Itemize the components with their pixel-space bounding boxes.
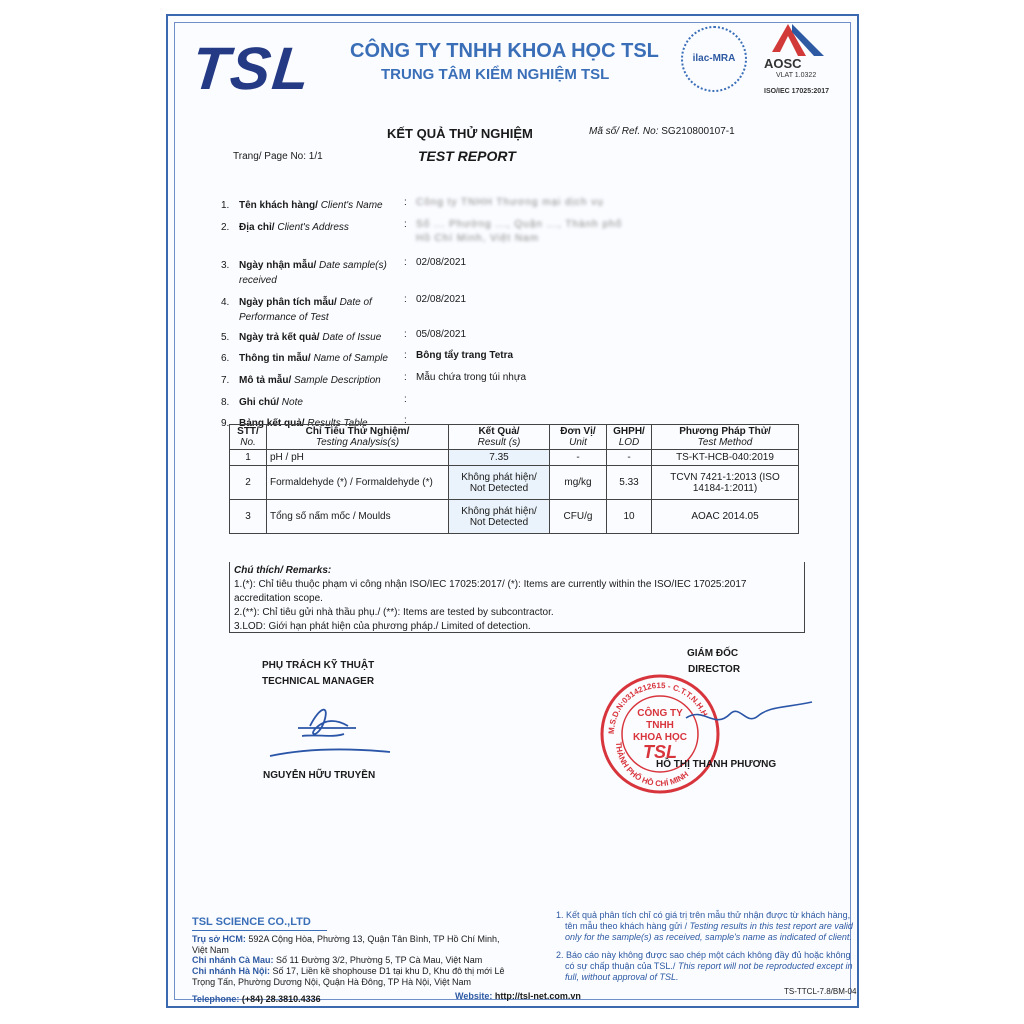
remarks-box (229, 562, 805, 633)
field-label: Bảng kết quả/ Results Table (239, 418, 368, 429)
field-colon: : (404, 372, 407, 383)
remark-3: 3.LOD: Giới hạn phát hiện của phương pháp./ Limited of detection. (234, 621, 531, 632)
footer-hanoi-2: Trọng Tấn, Phường Dương Nội, Quận Hà Đông, TP Hà Nội, Việt Nam (192, 977, 471, 987)
page-number: Trang/ Page No: 1/1 (233, 151, 323, 162)
field-label: Mô tả mẫu/ Sample Description (239, 375, 381, 386)
table-row: 3 Tổng số nấm mốc / Moulds Không phát hiện/ Not Detected CFU/g 10 AOAC 2014.05 (230, 500, 799, 534)
table-row: 2 Formaldehyde (*) / Formaldehyde (*) Không phát hiện/ Not Detected mg/kg 5.33 TCVN 7421-1:2013 (ISO 14184-1:2011) (230, 466, 799, 500)
field-number: 3. (221, 260, 230, 271)
field-value: Công ty TNHH Thương mại dịch vụ (416, 197, 604, 208)
field-label: Thông tin mẫu/ Name of Sample (239, 353, 388, 364)
iso-label: ISO/IEC 17025:2017 (764, 88, 829, 95)
field-colon: : (404, 257, 407, 268)
field-colon: : (404, 394, 407, 405)
footer-phone: Telephone: (+84) 28.3810.4336 (192, 994, 321, 1004)
field-colon: : (404, 197, 407, 208)
ilac-mra-logo: ilac-MRA (681, 26, 747, 92)
remark-2: 2.(**): Chỉ tiêu gửi nhà thầu phụ./ (**): Items are tested by subcontractor. (234, 607, 554, 618)
field-colon: : (404, 329, 407, 340)
field-label: Địa chỉ/ Client's Address (239, 222, 349, 233)
field-value: 02/08/2021 (416, 294, 467, 305)
field-colon: : (404, 350, 407, 361)
director-title-en: DIRECTOR (688, 664, 741, 675)
field-value: 05/08/2021 (416, 329, 467, 340)
table-header-row (230, 425, 799, 450)
svg-text:M.S.D.N:0314212615 - C.T.T.N.H: M.S.D.N:0314212615 - C.T.T.N.H.H (606, 680, 710, 735)
field-number: 7. (221, 375, 230, 386)
field-number: 2. (221, 222, 230, 233)
field-number: 8. (221, 397, 230, 408)
field-value: Bông tẩy trang Tetra (416, 350, 514, 361)
field-number: 9. (221, 418, 230, 429)
col-header-no: STT/ No. (230, 425, 267, 450)
tech-manager-name: NGUYỄN HỮU TRUYỀN (263, 770, 376, 781)
field-label: Ngày nhận mẫu/ Date sample(s) (239, 260, 387, 271)
field-colon: : (404, 415, 407, 426)
col-header-method: Phương Pháp Thử/ Test Method (652, 425, 799, 450)
director-signature (684, 696, 814, 736)
remark-1b: accreditation scope. (234, 593, 323, 604)
remark-1: 1.(*): Chỉ tiêu thuộc phạm vi công nhận ISO/IEC 17025:2017/ (*): Items are currently within the ISO/IEC 17025:2017 (234, 579, 747, 590)
ref-number: Mã số/ Ref. No: SG210800107-1 (589, 126, 735, 137)
footer-hanoi: Chi nhánh Hà Nội: Số 17, Liền kề shophouse D1 tại khu D, Khu đô thị mới Lê (192, 966, 505, 976)
footer-note-2c: full, without approval of TSL. (565, 972, 679, 982)
form-code: TS-TTCL-7.8/BM-04 (784, 987, 857, 996)
tech-manager-signature (268, 698, 393, 760)
aosc-text: AOSC (764, 56, 802, 71)
vlat-code: VLAT 1.0322 (776, 72, 817, 79)
svg-text:CÔNG TY: CÔNG TY (637, 708, 683, 719)
footer-company: TSL SCIENCE CO.,LTD (192, 916, 311, 928)
field-value: Số ... Phường ..., Quận ..., Thành phố (416, 219, 623, 230)
director-name: HỒ THỊ THANH PHƯƠNG (656, 759, 777, 770)
field-label: Ngày phân tích mẫu/ Date of (239, 297, 372, 308)
field-colon: : (404, 294, 407, 305)
field-number: 4. (221, 297, 230, 308)
field-label-cont: Performance of Test (239, 312, 329, 323)
col-header-unit: Đơn Vị/ Unit (550, 425, 607, 450)
footer-note-1: 1. Kết quả phân tích chỉ có giá trị trên mẫu thử nhận được từ khách hàng, (556, 910, 851, 920)
company-name: CÔNG TY TNHH KHOA HỌC TSL (350, 40, 659, 62)
field-label: Ngày trả kết quả/ Date of Issue (239, 332, 382, 343)
field-value: Mẫu chứa trong túi nhựa (416, 372, 527, 383)
report-title-en: TEST REPORT (418, 148, 516, 164)
footer-note-1b: tên mẫu theo khách hàng gửi / Testing results in this test report are valid (565, 921, 853, 931)
tech-manager-title-vn: PHỤ TRÁCH KỸ THUẬT (262, 660, 375, 671)
footer-hq: Trụ sở HCM: 592A Cộng Hòa, Phường 13, Quận Tân Bình, TP Hồ Chí Minh, (192, 934, 500, 944)
col-header-lod: GHPH/ LOD (607, 425, 652, 450)
svg-text:TNHH: TNHH (646, 720, 674, 731)
col-header-result: Kết Quả/ Result (s) (449, 425, 550, 450)
footer-camau: Chi nhánh Cà Mau: Số 11 Đường 3/2, Phường 5, TP Cà Mau, Việt Nam (192, 955, 483, 965)
col-header-analysis: Chỉ Tiêu Thử Nghiệm/ Testing Analysis(s) (267, 425, 449, 450)
remarks-title: Chú thích/ Remarks: (234, 565, 332, 576)
results-table (229, 424, 799, 534)
footer-hq-2: Việt Nam (192, 945, 229, 955)
field-value: 02/08/2021 (416, 257, 467, 268)
footer-divider (192, 930, 327, 931)
field-value-cont: Hồ Chí Minh, Việt Nam (416, 233, 540, 244)
footer-note-1c: only for the sample(s) as received, sample's name as indicated of client. (565, 932, 852, 942)
report-title-vn: KẾT QUẢ THỬ NGHIỆM (387, 126, 533, 141)
svg-text:THÀNH PHỐ HỒ CHÍ MINH: THÀNH PHỐ HỒ CHÍ MINH (613, 741, 691, 789)
footer-website: Website: http://tsl-net.com.vn (455, 991, 581, 1001)
field-number: 5. (221, 332, 230, 343)
field-label: Ghi chú/ Note (239, 397, 303, 408)
field-colon: : (404, 219, 407, 230)
tsl-logo: TSL (188, 35, 315, 102)
field-number: 1. (221, 200, 230, 211)
tech-manager-title-en: TECHNICAL MANAGER (262, 676, 375, 687)
field-label: Tên khách hàng/ Client's Name (239, 200, 383, 211)
director-title-vn: GIÁM ĐỐC (687, 648, 739, 659)
svg-text:TSL: TSL (643, 742, 677, 762)
field-number: 6. (221, 353, 230, 364)
footer-note-2: 2. Báo cáo này không được sao chép một cách không đầy đủ hoặc không (556, 950, 851, 960)
center-name: TRUNG TÂM KIỂM NGHIỆM TSL (381, 66, 610, 83)
field-label-cont: received (239, 275, 277, 286)
table-row: 1 pH / pH 7.35 - - TS-KT-HCB-040:2019 (230, 450, 799, 466)
footer-note-2b: có sự chấp thuận của TSL./ This report will not be reproducted except in (565, 961, 853, 971)
svg-text:KHOA HỌC: KHOA HỌC (632, 732, 688, 743)
